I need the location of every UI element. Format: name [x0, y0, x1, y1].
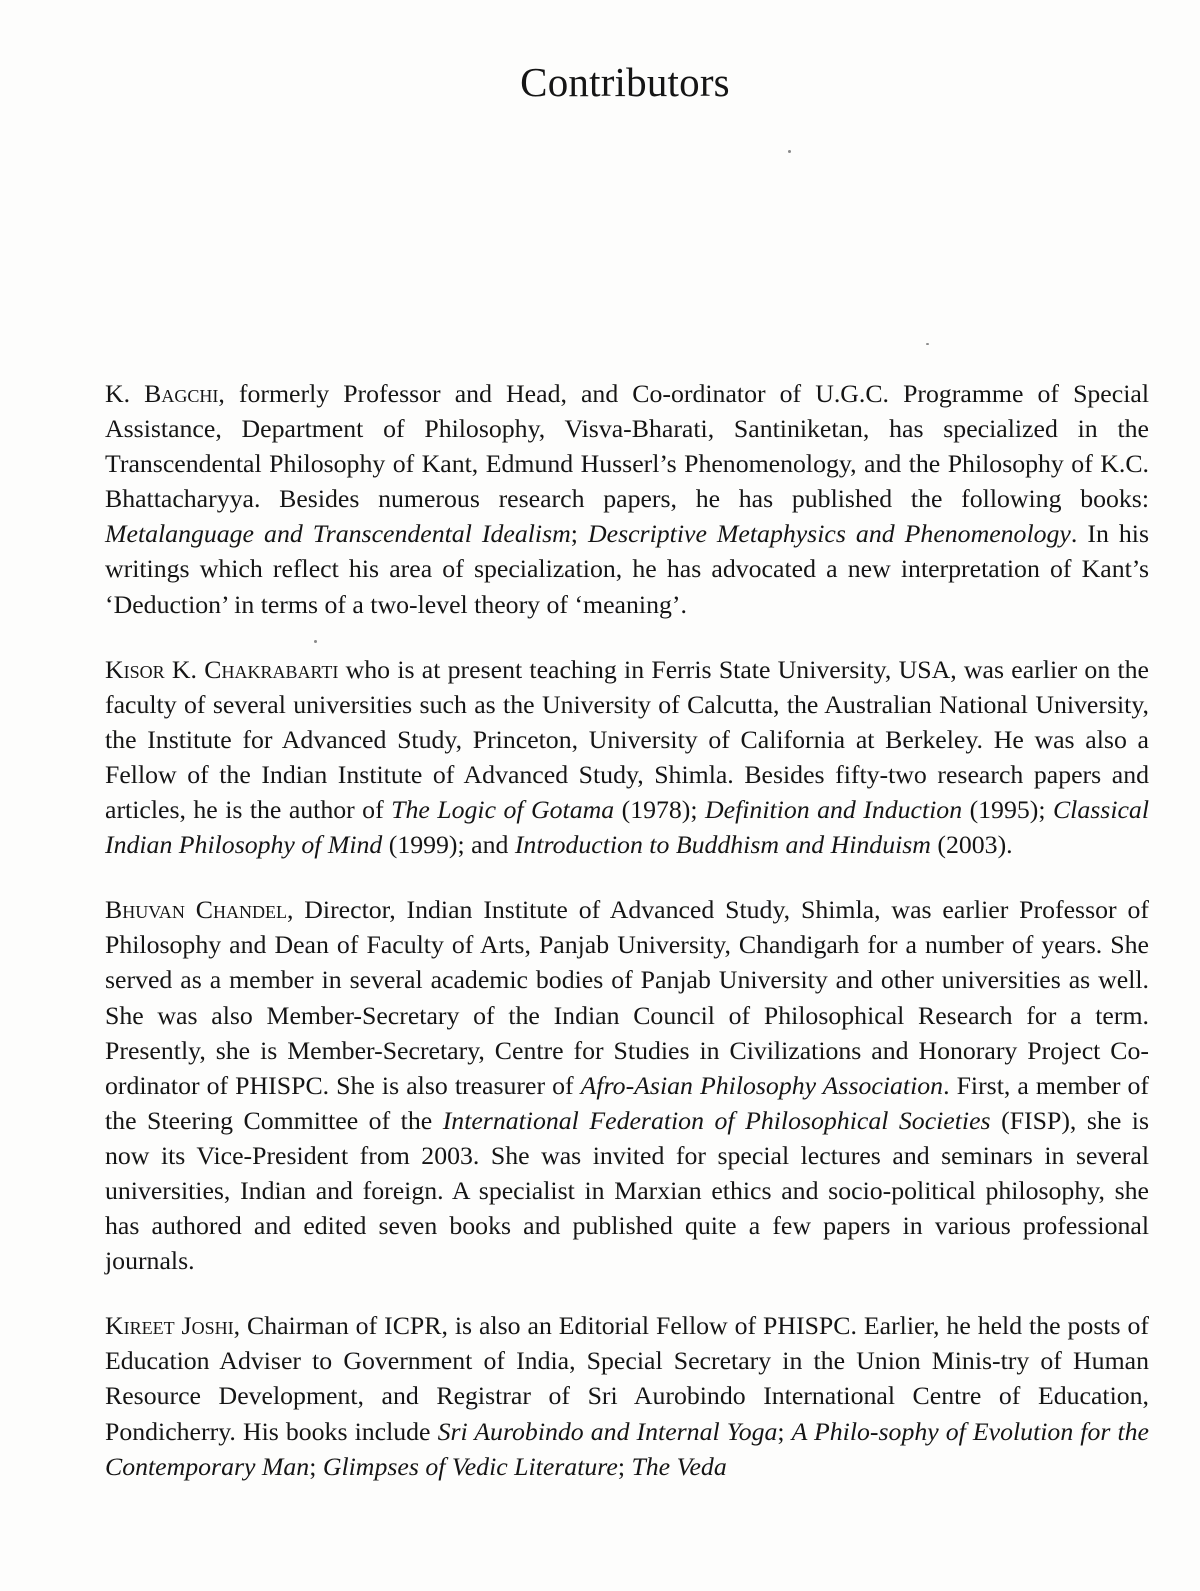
- contributor-entry-chakrabarti: [105, 652, 1149, 863]
- book-title: A Philo-sophy of Evolution for the Contemporary Man: [105, 1416, 1149, 1481]
- contributor-entry-bagchi: [105, 376, 1149, 622]
- page-title: Contributors: [520, 59, 730, 105]
- contributors-list: [105, 376, 1149, 1514]
- contributor-bio-text: ;: [309, 1451, 323, 1481]
- scan-speck: [926, 343, 929, 345]
- book-title: Descriptive Metaphysics and Phenomenology: [587, 519, 1071, 549]
- contributor-name: Bhuvan Chandel: [105, 895, 287, 925]
- contributor-entry-joshi: [105, 1308, 1149, 1483]
- contributor-bio-text: (1995);: [962, 795, 1053, 825]
- contributor-bio-text: , Director, Indian Institute of Advanced Study, Shimla, was earlier Professor of Philosophy and Dean of Faculty of Arts, Panjab University, Chandigarh for a number of years. She served as a member in several academic bodies of Panjab University and other universities as well. She was also Member-Secretary of the Indian Council of Philosophical Research for a term. Presently, she is Member-Secretary, Centre for Studies in Civilizations and Honorary Project Co-ordinator of PHISPC. She is also treasurer of: [105, 895, 1149, 1100]
- contributor-bio-text: . First, a member of the Steering Committee of the: [105, 1070, 1149, 1135]
- contributor-bio-text: . In his writings which reflect his area of specialization, he has advocated a new interpretation of Kant’s ‘Deduction’ in terms of a two-level theory of ‘meaning’.: [105, 519, 1149, 619]
- contributor-name: Kisor K. Chakrabarti: [105, 654, 339, 684]
- scan-speck: [788, 150, 791, 153]
- contributor-bio-text: ;: [617, 1451, 632, 1481]
- contributor-bio-text: (FISP), she is now its Vice-President from 2003. She was invited for special lectures and seminars in several universities, Indian and foreign. A specialist in Marxian ethics and socio-political philosophy, she has authored and edited seven books and published quite a few papers in various professional journals.: [105, 1105, 1149, 1276]
- organization-title: International Federation of Philosophical Societies: [442, 1105, 991, 1135]
- contributor-bio-text: ;: [570, 519, 588, 549]
- book-title: Classical Indian Philosophy of Mind: [105, 795, 1150, 860]
- book-title: Sri Aurobindo and Internal Yoga: [437, 1416, 778, 1446]
- contributor-name: Kireet Joshi: [105, 1311, 234, 1341]
- book-title: The Logic of Gotama: [391, 795, 615, 825]
- contributor-bio-text: (2003).: [930, 830, 1013, 860]
- contributor-entry-chandel: [105, 892, 1149, 1278]
- contributor-bio-text: (1978);: [614, 795, 706, 825]
- contributor-name: K. Bagchi: [105, 379, 219, 408]
- contributor-bio-text: , formerly Professor and Head, and Co-ordinator of U.G.C. Programme of Special Assistance, Department of Philosophy, Visva-Bharati, Santiniketan, has specialized in the Transcendental Philosophy of Kant, Edmund Husserl’s Phenomenology, and the Philosophy of K.C. Bhattacharyya. Besides numerous research papers, he has published the following books:: [105, 379, 1149, 514]
- book-title: The Veda: [631, 1451, 727, 1481]
- contributor-bio-text: , Chairman of ICPR, is also an Editorial Fellow of PHISPC. Earlier, he held the posts of Education Adviser to Government of India, Special Secretary in the Union Minis-try of Human Resource Development, and Registrar of Sri Aurobindo International Centre of Education, Pondicherry. His books include: [105, 1311, 1149, 1446]
- book-title: Metalanguage and Transcendental Idealism: [105, 519, 571, 549]
- contributor-bio-text: ;: [777, 1416, 792, 1446]
- organization-title: Afro-Asian Philosophy Association: [580, 1070, 944, 1100]
- contributor-bio-text: who is at present teaching in Ferris State University, USA, was earlier on the faculty of several universities such as the University of Calcutta, the Australian National University, the Institute for Advanced Study, Princeton, University of California at Berkeley. He was also a Fellow of the Indian Institute of Advanced Study, Shimla. Besides fifty-two research papers and articles, he is the author of: [105, 654, 1149, 825]
- book-title: Definition and Induction: [705, 795, 963, 825]
- contributor-bio-text: (1999); and: [382, 830, 515, 860]
- book-title: Glimpses of Vedic Literature: [322, 1451, 618, 1481]
- book-title: Introduction to Buddhism and Hinduism: [514, 830, 931, 860]
